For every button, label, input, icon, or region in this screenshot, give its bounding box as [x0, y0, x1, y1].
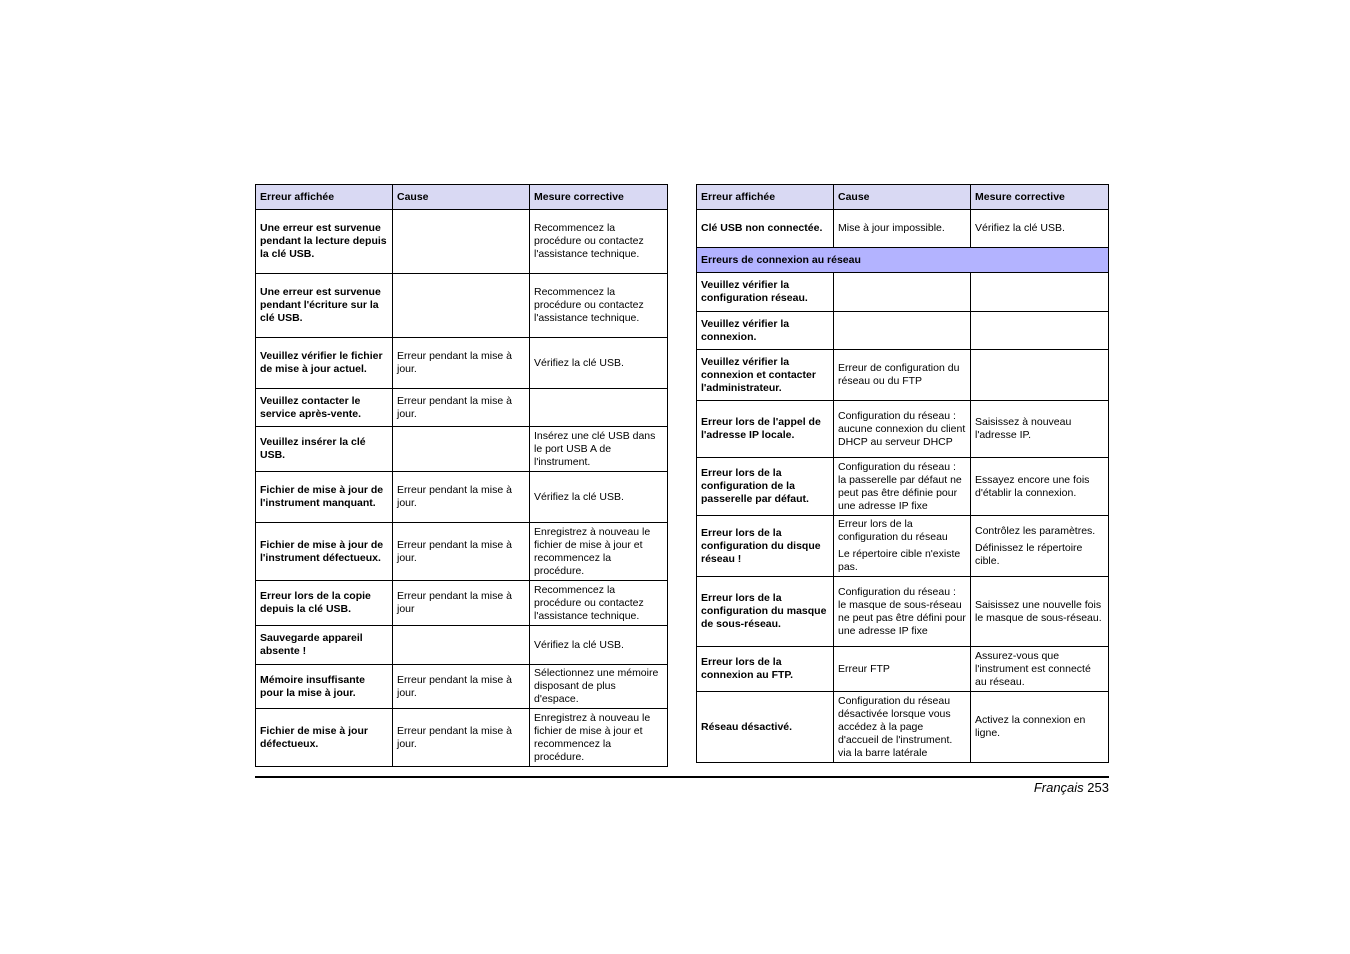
action-cell: Insérez une clé USB dans le port USB A de l'instrument.	[530, 427, 668, 472]
cause-cell: Configuration du réseau désactivée lorsque vous accédez à la page d'accueil de l'instrument. via la barre latérale	[834, 692, 971, 763]
error-cell: Une erreur est survenue pendant la lecture depuis la clé USB.	[256, 210, 393, 274]
action-cell: Sélectionnez une mémoire disposant de plus d'espace.	[530, 665, 668, 709]
action-cell: Vérifiez la clé USB.	[530, 626, 668, 665]
error-cell: Erreur lors de la connexion au FTP.	[697, 647, 834, 692]
action-cell: Recommencez la procédure ou contactez l'assistance technique.	[530, 210, 668, 274]
action-cell: Enregistrez à nouveau le fichier de mise à jour et recommencez la procédure.	[530, 523, 668, 581]
table-row	[697, 516, 1109, 577]
action-cell: Activez la connexion en ligne.	[971, 692, 1109, 763]
error-cell: Sauvegarde appareil absente !	[256, 626, 393, 665]
cause-cell	[393, 210, 530, 274]
error-cell: Erreur lors de la configuration de la passerelle par défaut.	[697, 458, 834, 516]
table-row	[256, 581, 668, 626]
error-cell: Une erreur est survenue pendant l'écriture sur la clé USB.	[256, 274, 393, 338]
cause-cell: Erreur pendant la mise à jour.	[393, 709, 530, 767]
header-cause: Cause	[393, 185, 530, 210]
table-row	[697, 350, 1109, 401]
error-cell: Fichier de mise à jour de l'instrument défectueux.	[256, 523, 393, 581]
cause-cell	[393, 427, 530, 472]
action-cell: Enregistrez à nouveau le fichier de mise à jour et recommencez la procédure.	[530, 709, 668, 767]
error-cell: Mémoire insuffisante pour la mise à jour.	[256, 665, 393, 709]
error-cell: Erreur lors de la copie depuis la clé USB.	[256, 581, 393, 626]
error-cell: Veuillez vérifier la connexion et contacter l'administrateur.	[697, 350, 834, 401]
cause-cell: Configuration du réseau : aucune connexion du client DHCP au serveur DHCP	[834, 401, 971, 458]
error-cell: Veuillez vérifier la configuration réseau.	[697, 273, 834, 312]
action-line: Contrôlez les paramètres.	[975, 524, 1096, 537]
error-cell: Fichier de mise à jour de l'instrument manquant.	[256, 472, 393, 523]
action-cell	[971, 312, 1109, 350]
cause-cell: Erreur pendant la mise à jour.	[393, 523, 530, 581]
cause-cell: Configuration du réseau : la passerelle par défaut ne peut pas être définie pour une adresse IP fixe	[834, 458, 971, 516]
table-row	[256, 210, 668, 274]
error-cell: Clé USB non connectée.	[697, 210, 834, 248]
table-row	[697, 458, 1109, 516]
error-cell: Fichier de mise à jour défectueux.	[256, 709, 393, 767]
cause-cell: Erreur de configuration du réseau ou du FTP	[834, 350, 971, 401]
left-error-table	[255, 184, 668, 767]
table-row	[256, 389, 668, 427]
action-cell	[530, 389, 668, 427]
cause-cell: Erreur pendant la mise à jour.	[393, 389, 530, 427]
error-cell: Erreur lors de l'appel de l'adresse IP locale.	[697, 401, 834, 458]
table-row	[697, 273, 1109, 312]
action-cell: Saisissez à nouveau l'adresse IP.	[971, 401, 1109, 458]
error-cell: Erreur lors de la configuration du masque de sous-réseau.	[697, 577, 834, 647]
error-cell: Réseau désactivé.	[697, 692, 834, 763]
action-cell: Saisissez une nouvelle fois le masque de sous-réseau.	[971, 577, 1109, 647]
footer-rule	[255, 776, 1109, 778]
cause-line: Erreur lors de la configuration du réseau	[838, 518, 948, 543]
cause-cell: Mise à jour impossible.	[834, 210, 971, 248]
right-error-table	[696, 184, 1109, 763]
table-row	[256, 338, 668, 389]
action-cell: Vérifiez la clé USB.	[530, 338, 668, 389]
cause-cell: Erreur pendant la mise à jour.	[393, 472, 530, 523]
cause-cell	[393, 626, 530, 665]
header-error: Erreur affichée	[697, 185, 834, 210]
table-row	[697, 647, 1109, 692]
section-title: Erreurs de connexion au réseau	[697, 248, 1109, 273]
action-cell: Essayez encore une fois d'établir la connexion.	[971, 458, 1109, 516]
error-cell: Veuillez vérifier la connexion.	[697, 312, 834, 350]
table-row	[697, 692, 1109, 763]
table-row	[697, 312, 1109, 350]
header-cause: Cause	[834, 185, 971, 210]
footer-language: Français	[1033, 780, 1084, 795]
cause-cell	[834, 273, 971, 312]
table-row	[256, 523, 668, 581]
header-error: Erreur affichée	[256, 185, 393, 210]
table-row	[256, 626, 668, 665]
cause-cell	[834, 312, 971, 350]
error-cell: Veuillez vérifier le fichier de mise à jour actuel.	[256, 338, 393, 389]
action-line: Définissez le répertoire cible.	[975, 541, 1083, 567]
action-cell	[971, 516, 1109, 577]
cause-cell	[393, 274, 530, 338]
page-number: 253	[1087, 780, 1109, 795]
action-cell	[971, 273, 1109, 312]
cause-cell: Erreur pendant la mise à jour.	[393, 665, 530, 709]
table-row	[256, 472, 668, 523]
header-action: Mesure corrective	[971, 185, 1109, 210]
table-row	[256, 709, 668, 767]
page-footer	[1034, 780, 1109, 795]
cause-cell: Erreur pendant la mise à jour	[393, 581, 530, 626]
cause-cell: Erreur FTP	[834, 647, 971, 692]
table-header-row	[697, 185, 1109, 210]
table-row	[697, 577, 1109, 647]
error-cell: Erreur lors de la configuration du disque réseau !	[697, 516, 834, 577]
error-cell: Veuillez insérer la clé USB.	[256, 427, 393, 472]
header-action: Mesure corrective	[530, 185, 668, 210]
action-cell: Recommencez la procédure ou contactez l'assistance technique.	[530, 581, 668, 626]
section-row	[697, 248, 1109, 273]
table-header-row	[256, 185, 668, 210]
action-cell: Vérifiez la clé USB.	[971, 210, 1109, 248]
table-row	[256, 665, 668, 709]
action-cell: Vérifiez la clé USB.	[530, 472, 668, 523]
action-cell: Assurez-vous que l'instrument est connecté au réseau.	[971, 647, 1109, 692]
table-row	[256, 274, 668, 338]
cause-cell: Erreur pendant la mise à jour.	[393, 338, 530, 389]
table-row	[697, 210, 1109, 248]
action-cell	[971, 350, 1109, 401]
cause-cell: Configuration du réseau : le masque de sous-réseau ne peut pas être défini pour une adresse IP fixe	[834, 577, 971, 647]
table-row	[697, 401, 1109, 458]
action-cell: Recommencez la procédure ou contactez l'assistance technique.	[530, 274, 668, 338]
cause-line: Le répertoire cible n'existe pas.	[838, 548, 961, 573]
cause-cell	[834, 516, 971, 577]
table-row	[256, 427, 668, 472]
error-cell: Veuillez contacter le service après-vente.	[256, 389, 393, 427]
